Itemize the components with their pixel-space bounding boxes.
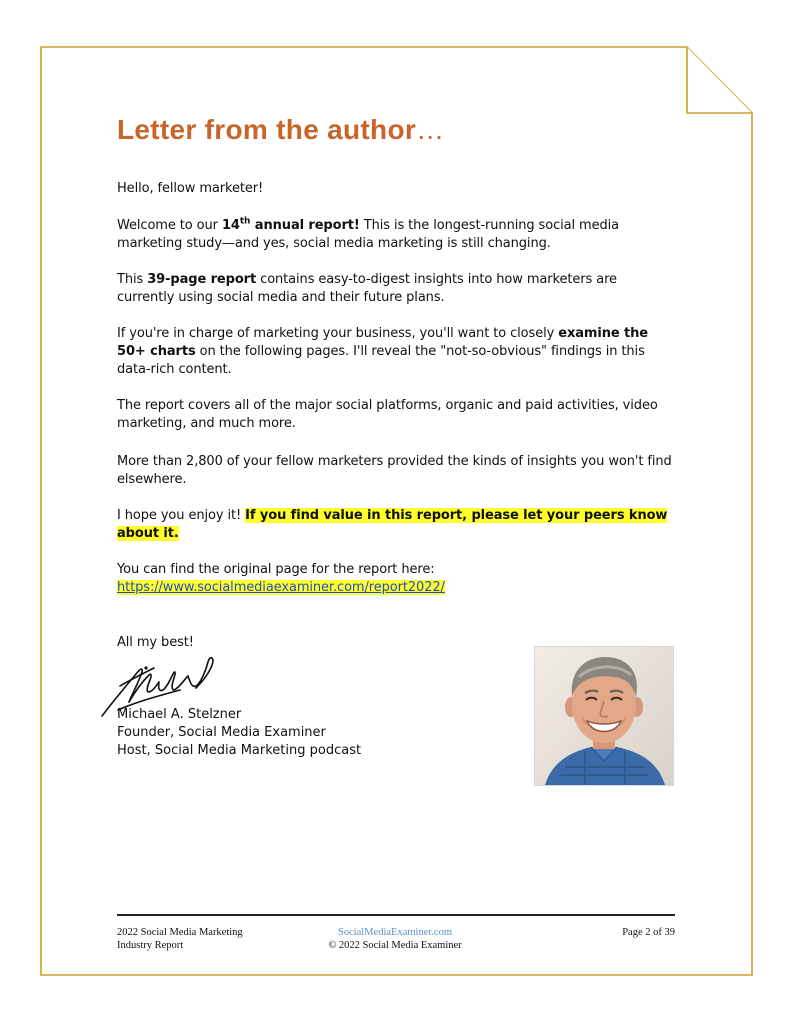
closing: All my best! [117,635,194,650]
paragraph-charts: If you're in charge of marketing your business, you'll want to closely examine the 50+ charts on the following pages. I'll reveal the "not-so-obvious" findings in this data-rich content. [117,326,649,377]
paragraph-share-request: I hope you enjoy it! If you find value in this report, please let your peers know about it. [117,508,668,541]
paragraph-intro: Welcome to our 14th annual report! This is the longest-running social media marketing study—and yes, social media marketing is still changing. [117,216,620,251]
author-role-founder: Founder, Social Media Examiner [117,725,326,740]
footer-copyright: © 2022 Social Media Examiner [328,940,462,951]
footer-site-link[interactable]: SocialMediaExaminer.com [337,927,452,938]
author-name: Michael A. Stelzner [117,707,242,722]
signature-block [117,706,361,760]
highlighted-share-text: If you find value in this report, please let your peers know about it. [117,508,668,541]
footer-report-name: 2022 Social Media Marketing Industry Report [117,927,243,951]
footer-center [300,926,490,952]
page-title: Letter from the author… [117,114,445,145]
footer-divider [117,914,675,916]
paragraph-report-link: You can find the original page for the report here: https://www.socialmediaexaminer.com/report2022/ [117,562,445,595]
page-number: Page 2 of 39 [622,927,675,938]
greeting: Hello, fellow marketer! [117,181,264,196]
author-role-host: Host, Social Media Marketing podcast [117,743,362,758]
paragraph-report-length: This 39-page report contains easy-to-digest insights into how marketers are currently using social media and their future plans. [117,272,617,305]
paragraph-coverage: The report covers all of the major social platforms, organic and paid activities, video marketing, and much more. [117,398,658,431]
author-portrait [534,646,674,786]
paragraph-respondents: More than 2,800 of your fellow marketers provided the kinds of insights you won't find elsewhere. [117,454,672,487]
report-url-link[interactable]: https://www.socialmediaexaminer.com/report2022/ [117,580,445,595]
